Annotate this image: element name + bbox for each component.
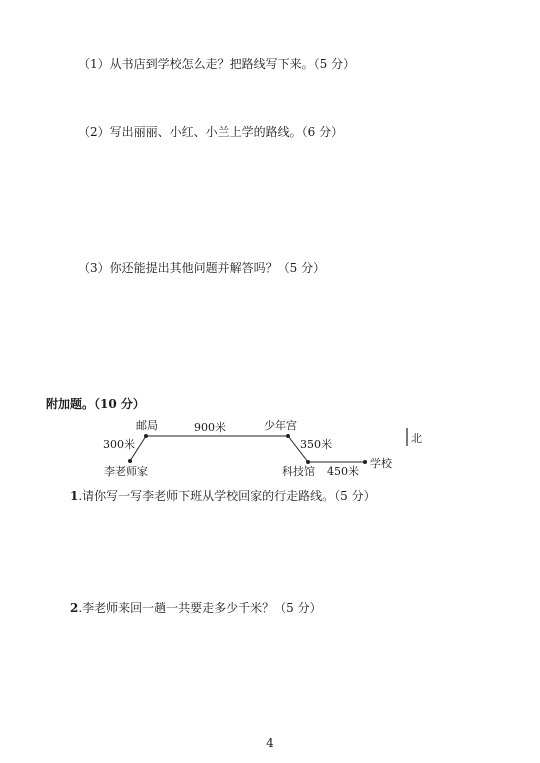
extra-heading: 附加题。（10 分） xyxy=(46,397,145,411)
label-dist-post-youth: 900米 xyxy=(194,421,226,434)
question-1: （1）从书店到学校怎么走？把路线写下来。（5 分） xyxy=(78,57,356,71)
extra-question-2-text: .李老师来回一趟一共要走多少千米？（5 分） xyxy=(78,601,322,615)
label-dist-home-post: 300米 xyxy=(103,438,135,451)
label-school: 学校 xyxy=(370,457,392,470)
extra-question-1-number: 1 xyxy=(70,489,79,503)
label-teacher-home: 李老师家 xyxy=(104,465,148,478)
extra-question-1 xyxy=(70,488,376,504)
label-dist-science-school: 450米 xyxy=(327,465,359,478)
label-north: 北 xyxy=(411,432,422,445)
label-science-hall: 科技馆 xyxy=(282,465,315,478)
point-youth-palace xyxy=(286,434,290,438)
extra-question-1-text: .请你写一写李老师下班从学校回家的行走路线。（5 分） xyxy=(78,489,376,503)
label-post-office: 邮局 xyxy=(136,419,158,432)
page-number: 4 xyxy=(266,736,274,750)
label-dist-youth-science: 350米 xyxy=(300,438,332,451)
extra-question-2 xyxy=(70,600,322,616)
extra-question-2-number: 2 xyxy=(70,601,79,615)
question-2: （2）写出丽丽、小红、小兰上学的路线。（6 分） xyxy=(78,125,344,139)
question-3: （3）你还能提出其他问题并解答吗？（5 分） xyxy=(78,261,326,275)
label-youth-palace: 少年宫 xyxy=(264,419,297,432)
point-science-hall xyxy=(306,460,310,464)
point-teacher-home xyxy=(128,459,132,463)
point-school xyxy=(363,460,367,464)
point-post-office xyxy=(144,434,148,438)
